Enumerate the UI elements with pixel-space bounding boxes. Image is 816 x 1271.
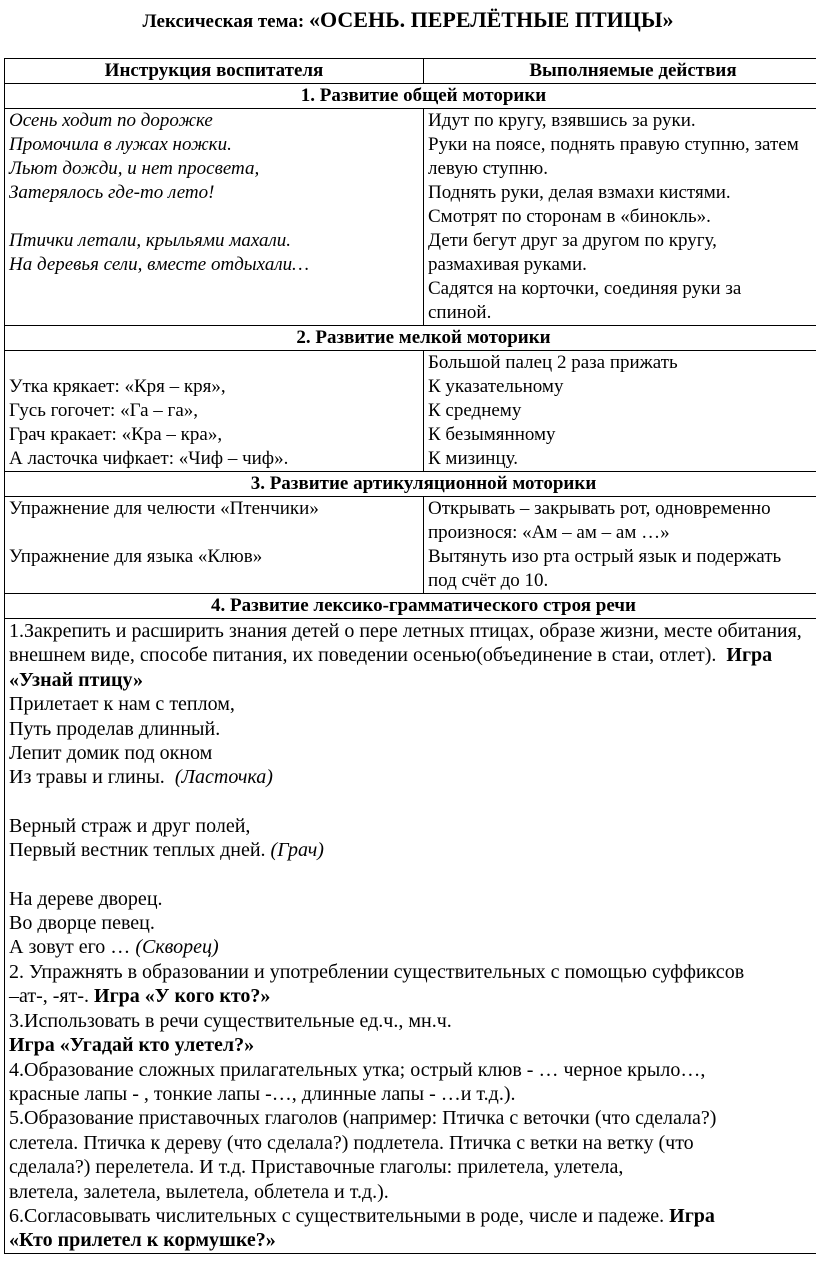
blank-line <box>9 521 419 545</box>
title-topic: «ОСЕНЬ. ПЕРЕЛЁТНЫЕ ПТИЦЫ» <box>309 7 674 32</box>
paragraph-line <box>9 1228 816 1252</box>
riddle-line: На дереве дворец. <box>9 887 163 910</box>
section-heading-row <box>5 326 816 351</box>
riddle-line <box>9 838 816 862</box>
action-line: Руки на поясе, поднять правую ступню, затем <box>428 134 799 155</box>
paragraph-line <box>9 643 816 667</box>
action-line: размахивая руками. <box>428 254 587 275</box>
exercise-line: Упражнение для языка «Клюв» <box>9 546 263 567</box>
riddle-line: Лепит домик под окном <box>9 742 213 765</box>
header-actions: Выполняемые действия <box>424 59 816 84</box>
table-header-row <box>5 59 816 84</box>
rhyme-line: Гусь гогочет: «Га – га», <box>9 400 198 421</box>
action-line: К безымянному <box>428 424 556 445</box>
section-heading-row <box>5 84 816 109</box>
section-4-heading: 4. Развитие лексико-грамматического строя речи <box>5 594 816 619</box>
action-line: Смотрят по сторонам в «бинокль». <box>428 206 711 227</box>
game-title: Игра «У кого кто?» <box>94 985 271 1008</box>
blank-line <box>9 205 419 229</box>
paragraph-line: 4.Образование сложных прилагательных утка; острый клюв - … черное крыло…, <box>9 1058 706 1081</box>
table-row <box>5 109 816 326</box>
rhyme-line: Утка крякает: «Кря – кря», <box>9 376 226 397</box>
poem-line: Затерялось где-то лето! <box>9 182 215 203</box>
action-line: Садятся на корточки, соединяя руки за <box>428 278 742 299</box>
header-instructions: Инструкция воспитателя <box>5 59 424 84</box>
poem-line: На деревья сели, вместе отдыхали… <box>9 254 310 275</box>
section-2-actions <box>424 351 816 472</box>
section-heading-row <box>5 594 816 619</box>
paragraph-line: слетела. Птичка к дереву (что сделала?) подлетела. Птичка с ветки на ветку (что <box>9 1131 694 1154</box>
riddle-text: А зовут его … <box>9 936 131 959</box>
paragraph-line: 2. Упражнять в образовании и употреблении существительных с помощью суффиксов <box>9 960 745 983</box>
poem-line: Осень ходит по дорожке <box>9 110 213 131</box>
paragraph-line: сделала?) перелетела. И т.д. Приставочные глаголы: прилетела, улетела, <box>9 1156 624 1179</box>
action-line: Поднять руки, делая взмахи кистями. <box>428 182 731 203</box>
paragraph-text: 6.Согласовывать числительных с существительными в роде, числе и падеже. <box>9 1204 665 1227</box>
rhyme-line: А ласточка чифкает: «Чиф – чиф». <box>9 448 289 469</box>
action-line: Идут по кругу, взявшись за руки. <box>428 110 696 131</box>
riddle-answer: (Скворец) <box>135 936 219 959</box>
action-line: Вытянуть изо рта острый язык и подержать <box>428 546 782 567</box>
paragraph-line: красные лапы - , тонкие лапы -…, длинные лапы - …и т.д.). <box>9 1082 516 1105</box>
lesson-table <box>4 58 816 1254</box>
blank-line <box>9 351 419 375</box>
riddle-line <box>9 935 816 959</box>
title-prefix: Лексическая тема: <box>142 11 305 32</box>
section-2-heading: 2. Развитие мелкой моторики <box>5 326 816 351</box>
paragraph-line <box>9 984 816 1008</box>
riddle-line: Верный страж и друг полей, <box>9 814 251 837</box>
riddle-line <box>9 765 816 789</box>
section-1-actions <box>424 109 816 326</box>
section-3-actions <box>424 497 816 594</box>
action-line: спиной. <box>428 302 492 323</box>
paragraph-line: 5.Образование приставочных глаголов (например: Птичка с веточки (что сделала?) <box>9 1107 717 1130</box>
paragraph-text: –ат-, -ят-. <box>9 985 90 1008</box>
rhyme-line: Грач кракает: «Кра – кра», <box>9 424 223 445</box>
table-row <box>5 619 816 1254</box>
paragraph-line <box>9 668 816 692</box>
section-2-rhyme <box>5 351 424 472</box>
game-label: Игра <box>726 644 773 667</box>
page-title <box>0 8 816 34</box>
riddle-line: Путь проделав длинный. <box>9 717 221 740</box>
action-line: Дети бегут друг за другом по кругу, <box>428 230 717 251</box>
action-line: произнося: «Ам – ам – ам …» <box>428 522 670 543</box>
action-line: К мизинцу. <box>428 448 518 469</box>
riddle-text: Первый вестник теплых дней. <box>9 839 266 862</box>
action-line: под счёт до 10. <box>428 570 549 591</box>
section-3-exercises <box>5 497 424 594</box>
table-row <box>5 351 816 472</box>
game-title: Игра «Угадай кто улетел?» <box>9 1034 255 1057</box>
riddle-answer: (Грач) <box>270 839 324 862</box>
game-title: «Кто прилетел к кормушке?» <box>9 1229 276 1252</box>
paragraph-text: внешнем виде, способе питания, их поведении осенью(объединение в стаи, отлет). <box>9 644 717 667</box>
section-1-heading: 1. Развитие общей моторики <box>5 84 816 109</box>
action-line: Открывать – закрывать рот, одновременно <box>428 498 771 519</box>
riddle-line: Прилетает к нам с теплом, <box>9 693 235 716</box>
poem-line: Птички летали, крыльями махали. <box>9 230 292 251</box>
action-line: левую ступню. <box>428 158 548 179</box>
action-line: Большой палец 2 раза прижать <box>428 352 678 373</box>
section-heading-row <box>5 472 816 497</box>
blank-line <box>9 863 816 887</box>
paragraph-line: влетела, залетела, вылетела, облетела и т.д.). <box>9 1180 389 1203</box>
paragraph-line <box>9 1204 816 1228</box>
paragraph-line <box>9 1033 816 1057</box>
section-1-poem <box>5 109 424 326</box>
paragraph-line: 3.Использовать в речи существительные ед.ч., мн.ч. <box>9 1009 452 1032</box>
game-label: Игра <box>669 1204 715 1227</box>
paragraph-line: 1.Закрепить и расширить знания детей о пере летных птицах, образе жизни, месте обитания, <box>9 620 802 642</box>
exercise-line: Упражнение для челюсти «Птенчики» <box>9 498 319 519</box>
lesson-table-wrapper <box>4 58 816 1254</box>
action-line: К среднему <box>428 400 522 421</box>
riddle-text: Из травы и глины. <box>9 766 165 789</box>
poem-line: Льют дожди, и нет просвета, <box>9 158 260 179</box>
blank-line <box>9 790 816 814</box>
section-4-body <box>5 619 816 1254</box>
section-3-heading: 3. Развитие артикуляционной моторики <box>5 472 816 497</box>
table-row <box>5 497 816 594</box>
riddle-line: Во дворце певец. <box>9 912 155 935</box>
game-title: «Узнай птицу» <box>9 668 144 691</box>
riddle-answer: (Ласточка) <box>174 766 273 789</box>
poem-line: Промочила в лужах ножки. <box>9 134 232 155</box>
action-line: К указательному <box>428 376 564 397</box>
